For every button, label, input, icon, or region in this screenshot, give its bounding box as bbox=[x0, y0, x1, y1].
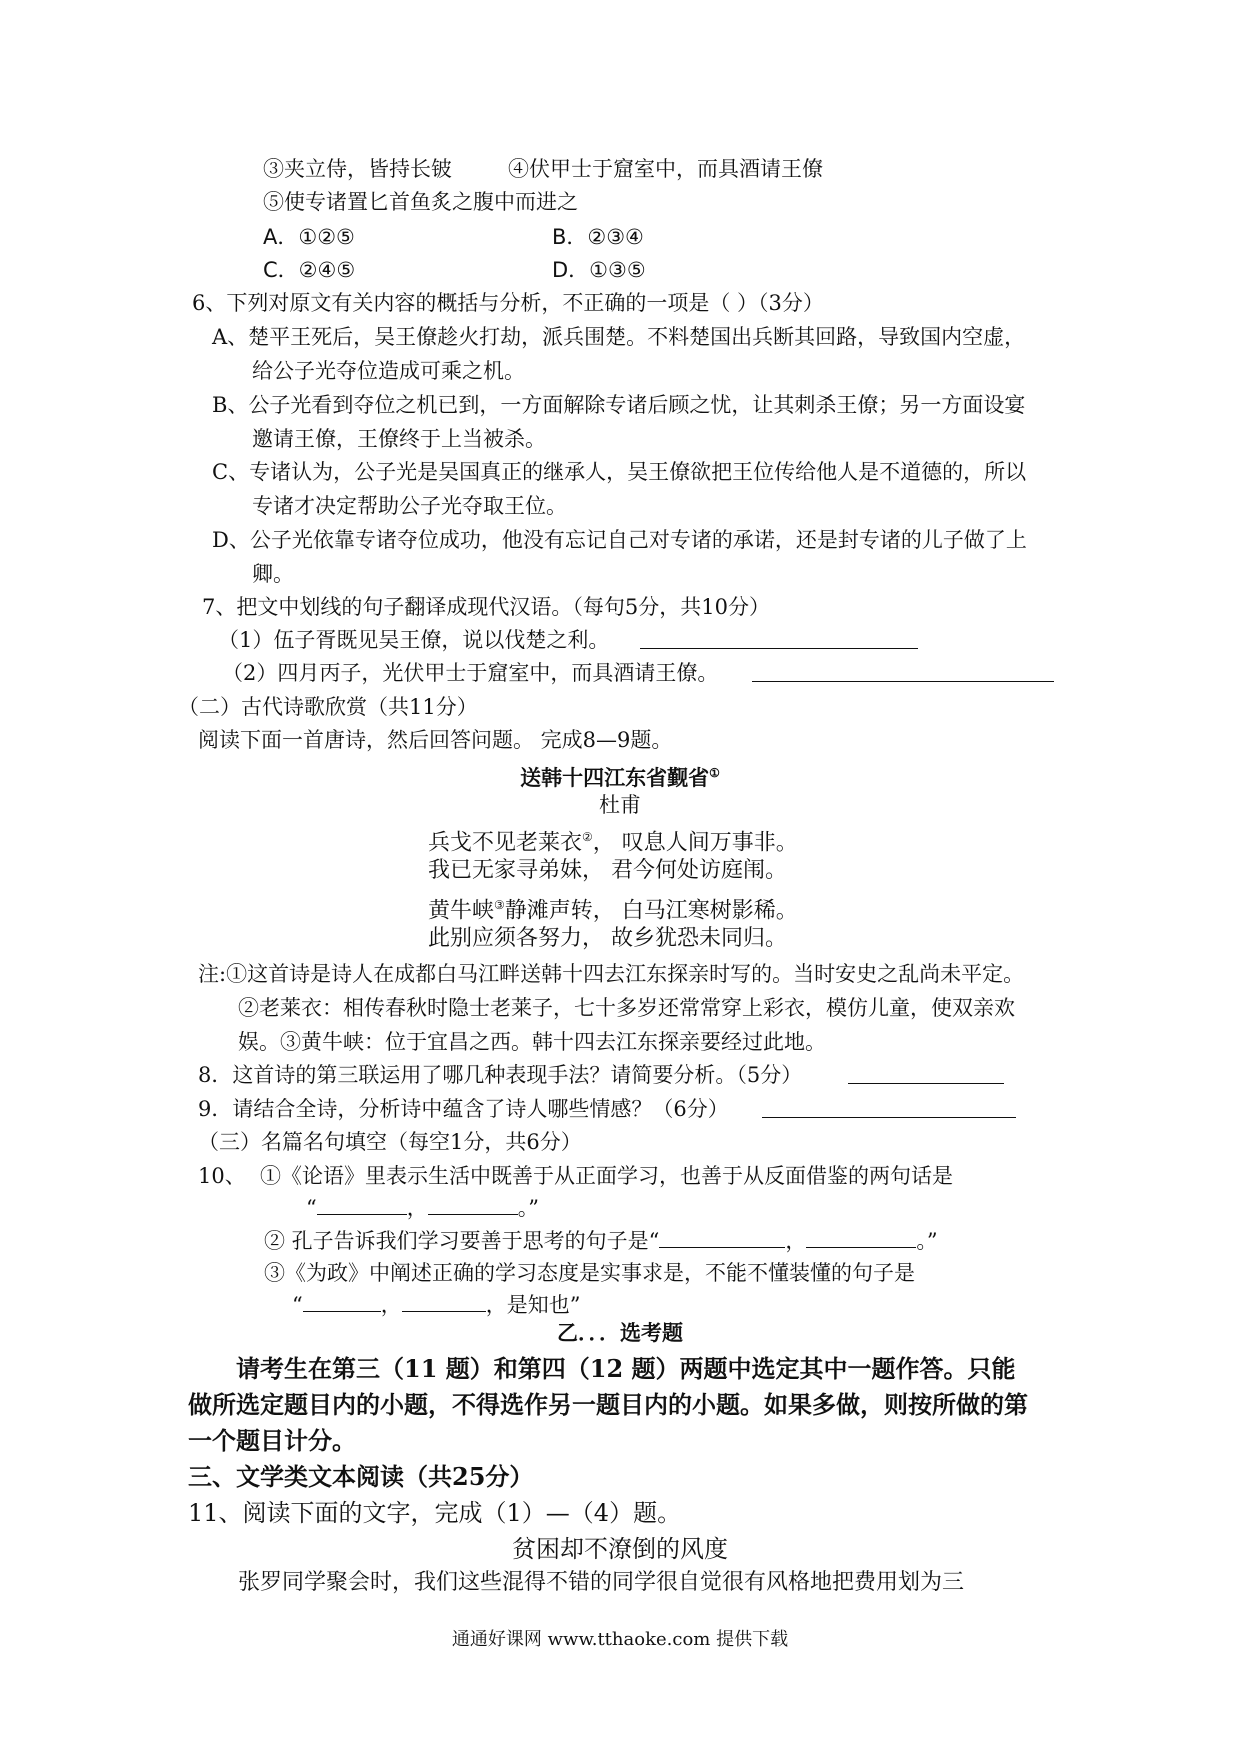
poem-line-2-b: 君今何处访庭闱。 bbox=[604, 858, 788, 883]
q10-3-text: ③《为政》中阐述正确的学习态度是实事求是，不能不懂装懂的句子是 bbox=[264, 1261, 915, 1285]
poem-line-3-b: 静滩声转， 白马江寒树影稀。 bbox=[504, 898, 798, 924]
q10-2-blank-1[interactable] bbox=[659, 1227, 785, 1248]
q7-sentence-2: （2）四月丙子，光伏甲士于窟室中，而具酒请王僚。 bbox=[222, 661, 719, 685]
q10-2-comma: ， bbox=[785, 1229, 807, 1253]
poem-title-footnote-mark: ① bbox=[709, 766, 720, 780]
q8-answer-line[interactable] bbox=[848, 1063, 1004, 1084]
q10-3-blanks bbox=[292, 1290, 581, 1320]
q5-item-5: ⑤使专诸置匕首鱼炙之腹中而进之 bbox=[263, 190, 578, 214]
poem-note-3: 娱。③黄牛峡：位于宜昌之西。韩十四去江东探亲要经过此地。 bbox=[238, 1030, 826, 1054]
poem-line-3 bbox=[428, 890, 798, 926]
q10-1-close-quote: 。” bbox=[517, 1196, 539, 1220]
q7-answer-line-2[interactable] bbox=[752, 661, 1054, 682]
story-title: 贫困却不潦倒的风度 bbox=[512, 1535, 728, 1563]
q5-option-b: B．②③④ bbox=[552, 225, 644, 249]
q9-answer-line[interactable] bbox=[762, 1097, 1016, 1118]
q6-option-d-line1: D、公子光依靠专诸夺位成功，他没有忘记自己对专诸的承诺，还是封专诸的儿子做了上 bbox=[212, 528, 1027, 552]
section-3-heading: （三）名篇名句填空（每空1分，共6分） bbox=[198, 1130, 582, 1154]
q10-1-comma: ， bbox=[406, 1196, 428, 1220]
section-2-instruction: 阅读下面一首唐诗，然后回答问题。 完成8—9题。 bbox=[198, 728, 673, 752]
section-2-heading: （二）古代诗歌欣赏（共11分） bbox=[178, 695, 478, 719]
page-footer: 通通好课网 www.tthaoke.com 提供下载 bbox=[451, 1629, 789, 1650]
q5-option-c: C．②④⑤ bbox=[263, 258, 356, 282]
poem-line-1-a: 兵戈不见老莱衣 bbox=[428, 830, 583, 856]
poem-line-4-a: 此别应须各努力， bbox=[428, 926, 605, 951]
q10-1-blank-1[interactable] bbox=[317, 1194, 407, 1215]
q6-option-a-line2: 给公子光夺位造成可乘之机。 bbox=[252, 359, 525, 383]
section-literature-heading: 三、文学类文本阅读（共25分） bbox=[188, 1462, 534, 1491]
poem-line-4-b: 故乡犹恐未同归。 bbox=[604, 926, 788, 951]
q10-3-close-quote: ，是知也” bbox=[485, 1293, 581, 1317]
poem-line-1-mark: ② bbox=[582, 830, 593, 844]
elective-instruction-1: 请考生在第三（11 题）和第四（12 题）两题中选定其中一题作答。只能 bbox=[236, 1354, 1016, 1383]
poem-line-1 bbox=[428, 822, 798, 858]
q6-option-c-line2: 专诸才决定帮助公子光夺取王位。 bbox=[252, 494, 567, 518]
q5-option-d: D．①③⑤ bbox=[552, 258, 646, 282]
q10-number: 10、 bbox=[198, 1164, 246, 1188]
q10-1-blank-2[interactable] bbox=[428, 1194, 518, 1215]
poem-note-2: ②老莱衣：相传春秋时隐士老莱子，七十多岁还常常穿上彩衣，模仿儿童，使双亲欢 bbox=[238, 996, 1015, 1020]
q8-stem: 8．这首诗的第三联运用了哪几种表现手法？请简要分析。（5分） bbox=[198, 1063, 803, 1087]
q5-item-4: ④伏甲士于窟室中，而具酒请王僚 bbox=[508, 157, 823, 181]
poem-title bbox=[0, 758, 1240, 793]
q10-3-open-quote: “ bbox=[292, 1293, 303, 1317]
elective-instruction-2: 做所选定题目内的小题，不得选作另一题目内的小题。如果多做，则按所做的第 bbox=[188, 1390, 1028, 1419]
q9-stem: 9．请结合全诗，分析诗中蕴含了诗人哪些情感？（6分） bbox=[198, 1097, 729, 1121]
poem-line-3-a: 黄牛峡 bbox=[428, 898, 495, 924]
poem-line-2 bbox=[428, 856, 787, 886]
poem-line-1-b: ， 叹息人间万事非。 bbox=[592, 830, 798, 856]
q5-option-a: A．①②⑤ bbox=[263, 225, 355, 249]
q10-2-text: ② 孔子告诉我们学习要善于思考的句子是“ bbox=[264, 1229, 660, 1253]
q11-stem: 11、阅读下面的文字，完成（1）—（4）题。 bbox=[188, 1499, 682, 1527]
q6-option-b-line2: 邀请王僚，王僚终于上当被杀。 bbox=[252, 427, 546, 451]
q10-2-line bbox=[264, 1226, 938, 1256]
story-first-line: 张罗同学聚会时，我们这些混得不错的同学很自觉很有风格地把费用划为三 bbox=[238, 1570, 965, 1595]
q5-item-3: ③夹立侍，皆持长铍 bbox=[263, 157, 452, 181]
q10-3-comma: ， bbox=[380, 1293, 402, 1317]
q10-1-text: ①《论语》里表示生活中既善于从正面学习，也善于从反面借鉴的两句话是 bbox=[260, 1164, 953, 1188]
poem-title-text: 送韩十四江东省觐省 bbox=[520, 765, 710, 790]
q7-stem: 7、把文中划线的句子翻译成现代汉语。（每句5分，共10分） bbox=[202, 595, 770, 619]
q7-answer-line-1[interactable] bbox=[640, 628, 918, 649]
poem-author: 杜甫 bbox=[599, 793, 641, 817]
elective-title: 乙．．．选考题 bbox=[557, 1320, 683, 1345]
q6-option-d-line2: 卿。 bbox=[252, 562, 294, 586]
q10-1-open-quote: “ bbox=[306, 1196, 317, 1220]
poem-line-4 bbox=[428, 924, 787, 954]
q6-stem: 6、下列对原文有关内容的概括与分析，不正确的一项是（ ）（3分） bbox=[192, 291, 824, 315]
q10-2-close-quote: 。” bbox=[916, 1229, 938, 1253]
q6-option-b-line1: B、公子光看到夺位之机已到，一方面解除专诸后顾之忧，让其刺杀王僚；另一方面设宴 bbox=[212, 393, 1026, 417]
q10-2-blank-2[interactable] bbox=[806, 1227, 916, 1248]
q7-sentence-1: （1）伍子胥既见吴王僚，说以伐楚之利。 bbox=[218, 628, 610, 652]
q6-option-a-line1: A、楚平王死后，吴王僚趁火打劫，派兵围楚。不料楚国出兵断其回路，导致国内空虚， bbox=[212, 325, 1026, 349]
poem-line-3-mark: ③ bbox=[494, 898, 505, 912]
q10-1-blanks bbox=[306, 1193, 539, 1223]
poem-line-2-a: 我已无家寻弟妹， bbox=[428, 858, 605, 883]
q10-3-blank-1[interactable] bbox=[303, 1291, 381, 1312]
q6-option-c-line1: C、专诸认为，公子光是吴国真正的继承人，吴王僚欲把王位传给他人是不道德的，所以 bbox=[212, 460, 1027, 484]
elective-instruction-3: 一个题目计分。 bbox=[188, 1426, 356, 1455]
q10-3-blank-2[interactable] bbox=[402, 1291, 486, 1312]
poem-note-1: 注:①这首诗是诗人在成都白马江畔送韩十四去江东探亲时写的。当时安史之乱尚未平定。 bbox=[198, 962, 1025, 986]
